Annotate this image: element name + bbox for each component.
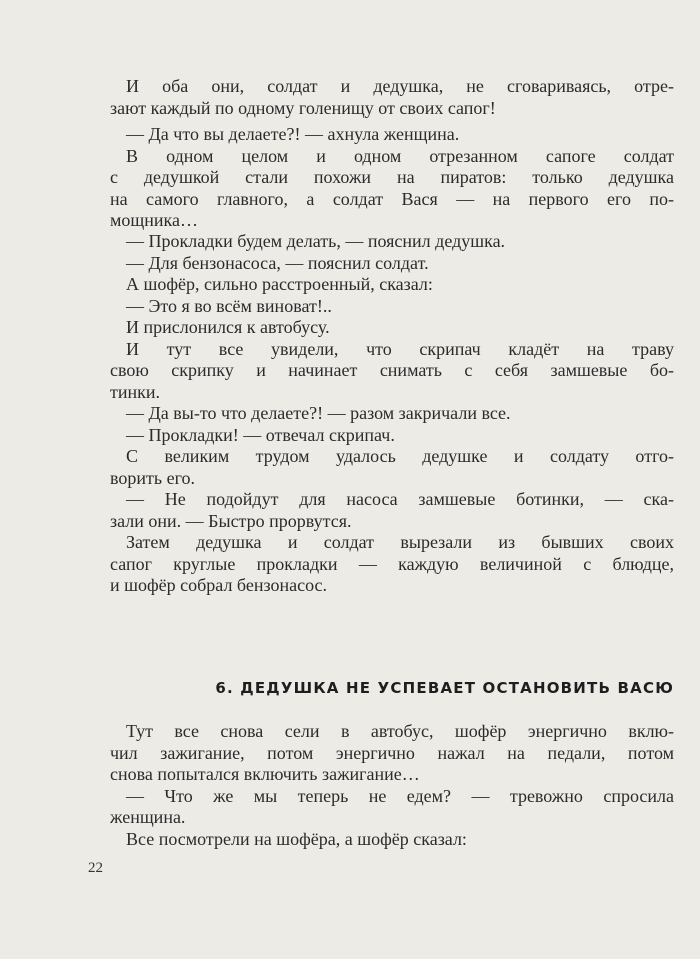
text-line: И прислонился к автобусу. (126, 317, 330, 337)
text-line: Затем дедушка и солдат вырезали из бывших своих (126, 532, 674, 552)
text-line: ворить его. (110, 468, 196, 488)
text-line: женщина. (110, 807, 186, 827)
text-line: чил зажигание, потом энергично нажал на педали, потом (110, 743, 674, 763)
text-line: — Прокладки будем делать, — пояснил дедушка. (126, 231, 506, 251)
text-line: Все посмотрели на шофёра, а шофёр сказал: (126, 829, 467, 849)
text-line: и шофёр собрал бензонасос. (110, 575, 328, 595)
text-line: А шофёр, сильно расстроенный, сказал: (126, 274, 433, 294)
text-line: Тут все снова сели в автобус, шофёр энергично вклю- (126, 721, 674, 741)
text-line: — Да вы-то что делаете?! — разом закричали все. (126, 403, 511, 423)
text-line: — Прокладки! — отвечал скрипач. (126, 425, 395, 445)
text-line: с дедушкой стали похожи на пиратов: только дедушка (110, 167, 674, 187)
text-line: зали они. — Быстро прорвутся. (110, 511, 352, 531)
text-line: зают каждый по одному голенищу от своих сапог! (110, 98, 496, 118)
text-line: на самого главного, а солдат Вася — на первого его по- (110, 189, 674, 209)
text-line: — Это я во всём виноват!.. (126, 296, 332, 316)
text-line: — Что же мы теперь не едем? — тревожно спросила (126, 786, 674, 806)
text-line: — Для бензонасоса, — пояснил солдат. (126, 253, 429, 273)
text-line: свою скрипку и начинает снимать с себя замшевые бо- (110, 360, 674, 380)
text-line: — Не подойдут для насоса замшевые ботинки, — ска- (126, 489, 674, 509)
text-line: И тут все увидели, что скрипач кладёт на траву (126, 339, 674, 359)
text-line: — Да что вы делаете?! — ахнула женщина. (126, 124, 460, 144)
text-line: И оба они, солдат и дедушка, не сговариваясь, отре- (126, 76, 674, 96)
text-line: С великим трудом удалось дедушке и солдату отго- (126, 446, 674, 466)
text-line: сапог круглые прокладки — каждую величиной с блюдце, (110, 554, 674, 574)
text-line: мощника… (110, 210, 198, 230)
text-line: снова попытался включить зажигание… (110, 764, 420, 784)
page-number: 22 (88, 860, 103, 876)
chapter-heading: 6. ДЕДУШКА НЕ УСПЕВАЕТ ОСТАНОВИТЬ ВАСЮ (215, 679, 674, 697)
text-line: тинки. (110, 382, 161, 402)
text-line: В одном целом и одном отрезанном сапоге солдат (126, 146, 674, 166)
